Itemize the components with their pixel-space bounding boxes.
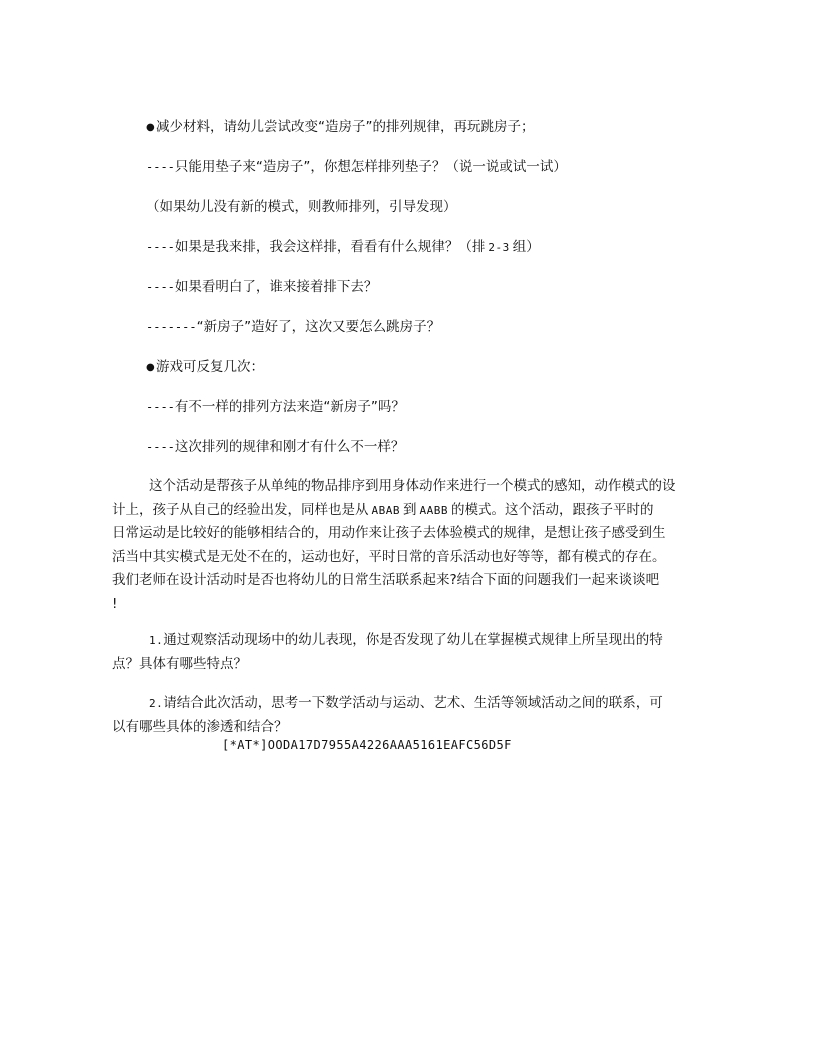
bullet-icon: ● xyxy=(146,362,155,373)
question-1 xyxy=(112,629,697,676)
document-code-line: [*AT*]OODA17D7955A4226AAA5161EAFC56D5F xyxy=(222,738,512,752)
group-count: 2-3 xyxy=(488,241,510,254)
dash-marker: ---- xyxy=(146,160,175,174)
question-number: 1. xyxy=(149,634,164,647)
bullet-line-repeat xyxy=(146,358,264,377)
line-text: 如果是我来排，我会这样排，看看有什么规律？（排 xyxy=(174,239,486,255)
line-text-end: 组） xyxy=(512,239,540,255)
question-text: 请结合此次活动，思考一下数学活动与运动、艺术、生活等领域活动之间的联系，可 xyxy=(163,695,663,711)
dash-marker: ---- xyxy=(146,280,175,294)
paragraph-text: 的模式。这个活动，跟孩子平时的 xyxy=(451,501,654,518)
pattern-aabb: AABB xyxy=(419,503,448,517)
dash-marker: ---- xyxy=(146,240,175,254)
dash-line-my-arrangement xyxy=(146,238,540,257)
summary-paragraph xyxy=(112,475,697,616)
dash-line-different-method xyxy=(146,398,405,416)
paragraph-row: 活当中其实模式是无处不在的，运动也好，平时日常的音乐活动也好等等，都有模式的存在。 xyxy=(112,548,666,565)
dash-line-compare xyxy=(146,438,404,456)
paragraph-text: 到 xyxy=(403,501,417,518)
question-row: 以有哪些具体的渗透和结合？ xyxy=(112,718,288,735)
paragraph-row: 日常运动是比较好的能够相结合的，用动作来让孩子去体验模式的规律，是想让孩子感受到生 xyxy=(112,525,666,541)
paragraph-text: 计上，孩子从自己的经验出发，同样也是从 xyxy=(112,501,369,518)
question-row: 点？具体有哪些特点？ xyxy=(112,655,247,672)
question-text: 通过观察活动现场中的幼儿表现，你是否发现了幼儿在掌握模式规律上所呈现出的特 xyxy=(163,632,663,648)
line-text: 只能用垫子来“造房子”，你想怎样排列垫子？（说一说或试一试） xyxy=(174,159,567,175)
dash-line-new-house xyxy=(146,318,440,336)
dash-marker: ---- xyxy=(146,440,175,454)
paragraph-row xyxy=(112,499,697,523)
line-text: “新房子”造好了，这次又要怎么跳房子？ xyxy=(196,319,441,335)
paragraph-row: 这个活动是帮孩子从单纯的物品排序到用身体动作来进行一个模式的感知，动作模式的设 xyxy=(149,478,676,494)
bullet-line-reduce-materials xyxy=(146,118,535,137)
line-text: 减少材料，请幼儿尝试改变“造房子”的排列规律，再玩跳房子； xyxy=(156,119,535,135)
line-text: （如果幼儿没有新的模式，则教师排列，引导发现） xyxy=(146,199,457,215)
pattern-abab: ABAB xyxy=(371,503,400,517)
line-text: 这次排列的规律和刚才有什么不一样？ xyxy=(174,439,405,455)
question-2 xyxy=(112,692,697,739)
dash-line-continue xyxy=(146,278,377,296)
paragraph-row: 我们老师在设计活动时是否也将幼儿的日常生活联系起来?结合下面的问题我们一起来谈谈吧 xyxy=(112,572,660,588)
bullet-icon: ● xyxy=(146,122,155,133)
dash-marker: ---- xyxy=(146,400,175,414)
question-row xyxy=(112,692,697,716)
dash-marker: ------- xyxy=(146,320,197,334)
line-text: 有不一样的排列方法来造“新房子”吗？ xyxy=(174,399,405,415)
question-row xyxy=(112,629,697,653)
question-number: 2. xyxy=(149,697,164,710)
line-text: 如果看明白了，谁来接着排下去？ xyxy=(174,279,378,295)
paragraph-row: ! xyxy=(112,595,118,612)
line-text: 游戏可反复几次： xyxy=(156,359,264,375)
dash-line-mats xyxy=(146,158,567,176)
note-line-teacher xyxy=(146,198,457,216)
